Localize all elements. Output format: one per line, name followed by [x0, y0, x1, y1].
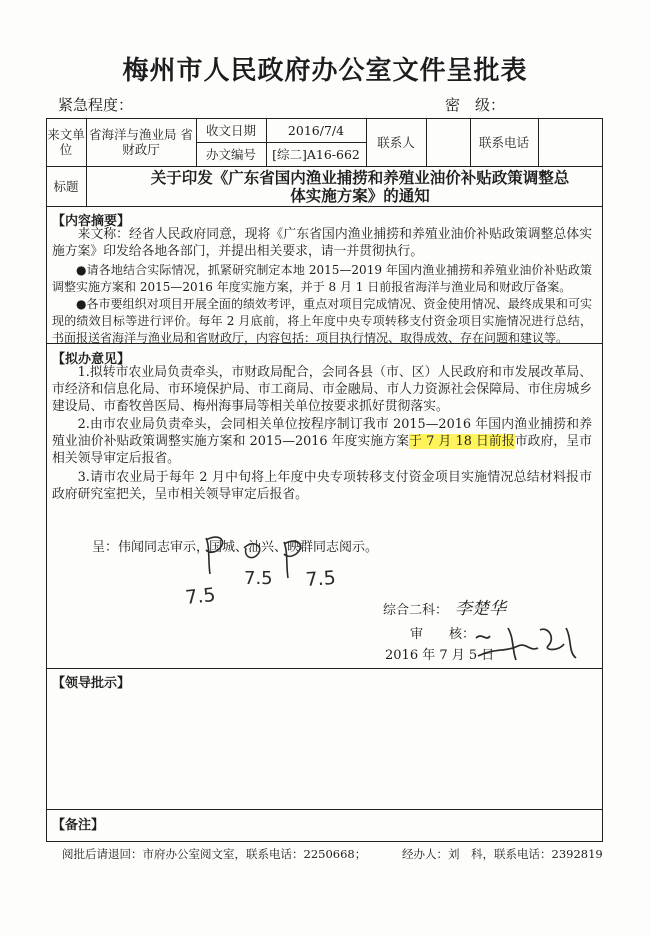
opinion-item-2: 2.由市农业局负责牵头，会同相关单位按程序制订我市 2015—2016 年国内渔业捕捞和养殖业油价补贴政策调整实施方案和 2015—2016 年度实施方案于 7 月 18 日前报市政府，呈市相关领导审定后报省。 — [52, 417, 593, 466]
subject-value: 关于印发《广东省国内渔业捕捞和养殖业油价补贴政策调整总体实施方案》的通知 — [150, 168, 570, 205]
opinion-item-3: 3.请市农业局于每年 2 月中旬将上年度中央专项转移支付资金项目实施情况总结材料报市政府研究室把关，呈市相关领导审定后报省。 — [52, 470, 592, 502]
leader-instructions-title: 【领导批示】 — [52, 676, 131, 691]
summary-paragraph-1: 来文称：经省人民政府同意，现将《广东省国内渔业捕捞和养殖业油价补贴政策调整总体实施方案》印发给各地各部门，并提出相关要求，请一并贯彻执行。 — [52, 227, 592, 259]
from-unit-label: 来文单位 — [47, 127, 85, 157]
audit-label: 审 核： — [410, 627, 476, 642]
footer-return-note: 阅批后请退回：市府办公室阅文室，联系电话：2250668； — [62, 847, 367, 861]
deadline-highlight: 于 7 月 18 日前报 — [409, 434, 515, 449]
dept-sign-label: 综合二科： — [383, 603, 449, 618]
summary-paragraph-3: ●各市要组织对项目开展全面的绩效考评，重点对项目完成情况、资金使用情况、最终成果和可实现的绩效目标等进行评价。每年 2 月底前，将上年度中央专项转移支付资金项目实施情况进行总结，书面报送省海洋与渔业局和省财政厅，内容包括：项目执行情况、取得成效、存在问题和建议等。 — [52, 297, 592, 345]
opinion-item-1: 1.拟转市农业局负责牵头，市财政局配合，会同各县（市、区）人民政府和市发展改革局、市经济和信息化局、市环境保护局、市工商局、市金融局、市人力资源社会保障局、市住房城乡建设局、市畜牧兽医局、梅州海事局等相关单位按要求抓好贯彻落实。 — [52, 365, 592, 414]
circle-mark-1 — [206, 537, 222, 574]
urgency-label: 紧急程度： — [58, 96, 134, 114]
remarks-title: 【备注】 — [52, 818, 105, 833]
approval-date: 2016 年 7 月 5 日 — [385, 648, 495, 663]
doc-number-label: 办文编号 — [205, 147, 256, 162]
receive-date-value: 2016/7/4 — [287, 123, 345, 138]
dept-signature: 李楚华 — [455, 599, 506, 619]
contact-phone-label: 联系电话 — [478, 135, 529, 150]
handwritten-date-2: 7.5 — [244, 568, 273, 589]
handwritten-annotations — [180, 526, 380, 616]
from-unit-value: 省海洋与渔业局 省财政厅 — [89, 127, 193, 157]
review-routing-line: 呈：伟闻同志审示，国城、汕兴、映群同志阅示。 — [92, 540, 379, 555]
circle-mark-2 — [244, 544, 260, 558]
contact-person-label: 联系人 — [377, 135, 415, 150]
form-title: 梅州市人民政府办公室文件呈批表 — [122, 56, 528, 86]
handwritten-date-1: 7.5 — [184, 583, 217, 609]
summary-paragraph-2: ●请各地结合实际情况，抓紧研究制定本地 2015—2019 年国内渔业捕捞和养殖业油价补贴政策调整实施方案和 2015—2016 年度实施方案，并于 8 月 1 日前报省海洋与渔业局和财政厅备案。 — [52, 263, 592, 294]
summary-section-title: 【内容摘要】 — [52, 214, 131, 229]
circle-mark-3 — [284, 541, 300, 578]
footer-handler: 经办人：刘 科，联系电话：2392819 — [402, 847, 603, 861]
doc-number-value: [综二]A16-662 — [272, 147, 360, 162]
receive-date-label: 收文日期 — [205, 123, 256, 138]
secret-level-label: 密 级： — [445, 96, 506, 114]
subject-label: 标题 — [53, 179, 79, 194]
handwritten-date-3: 7.5 — [304, 566, 337, 591]
opinion-section-title: 【拟办意见】 — [52, 352, 131, 367]
